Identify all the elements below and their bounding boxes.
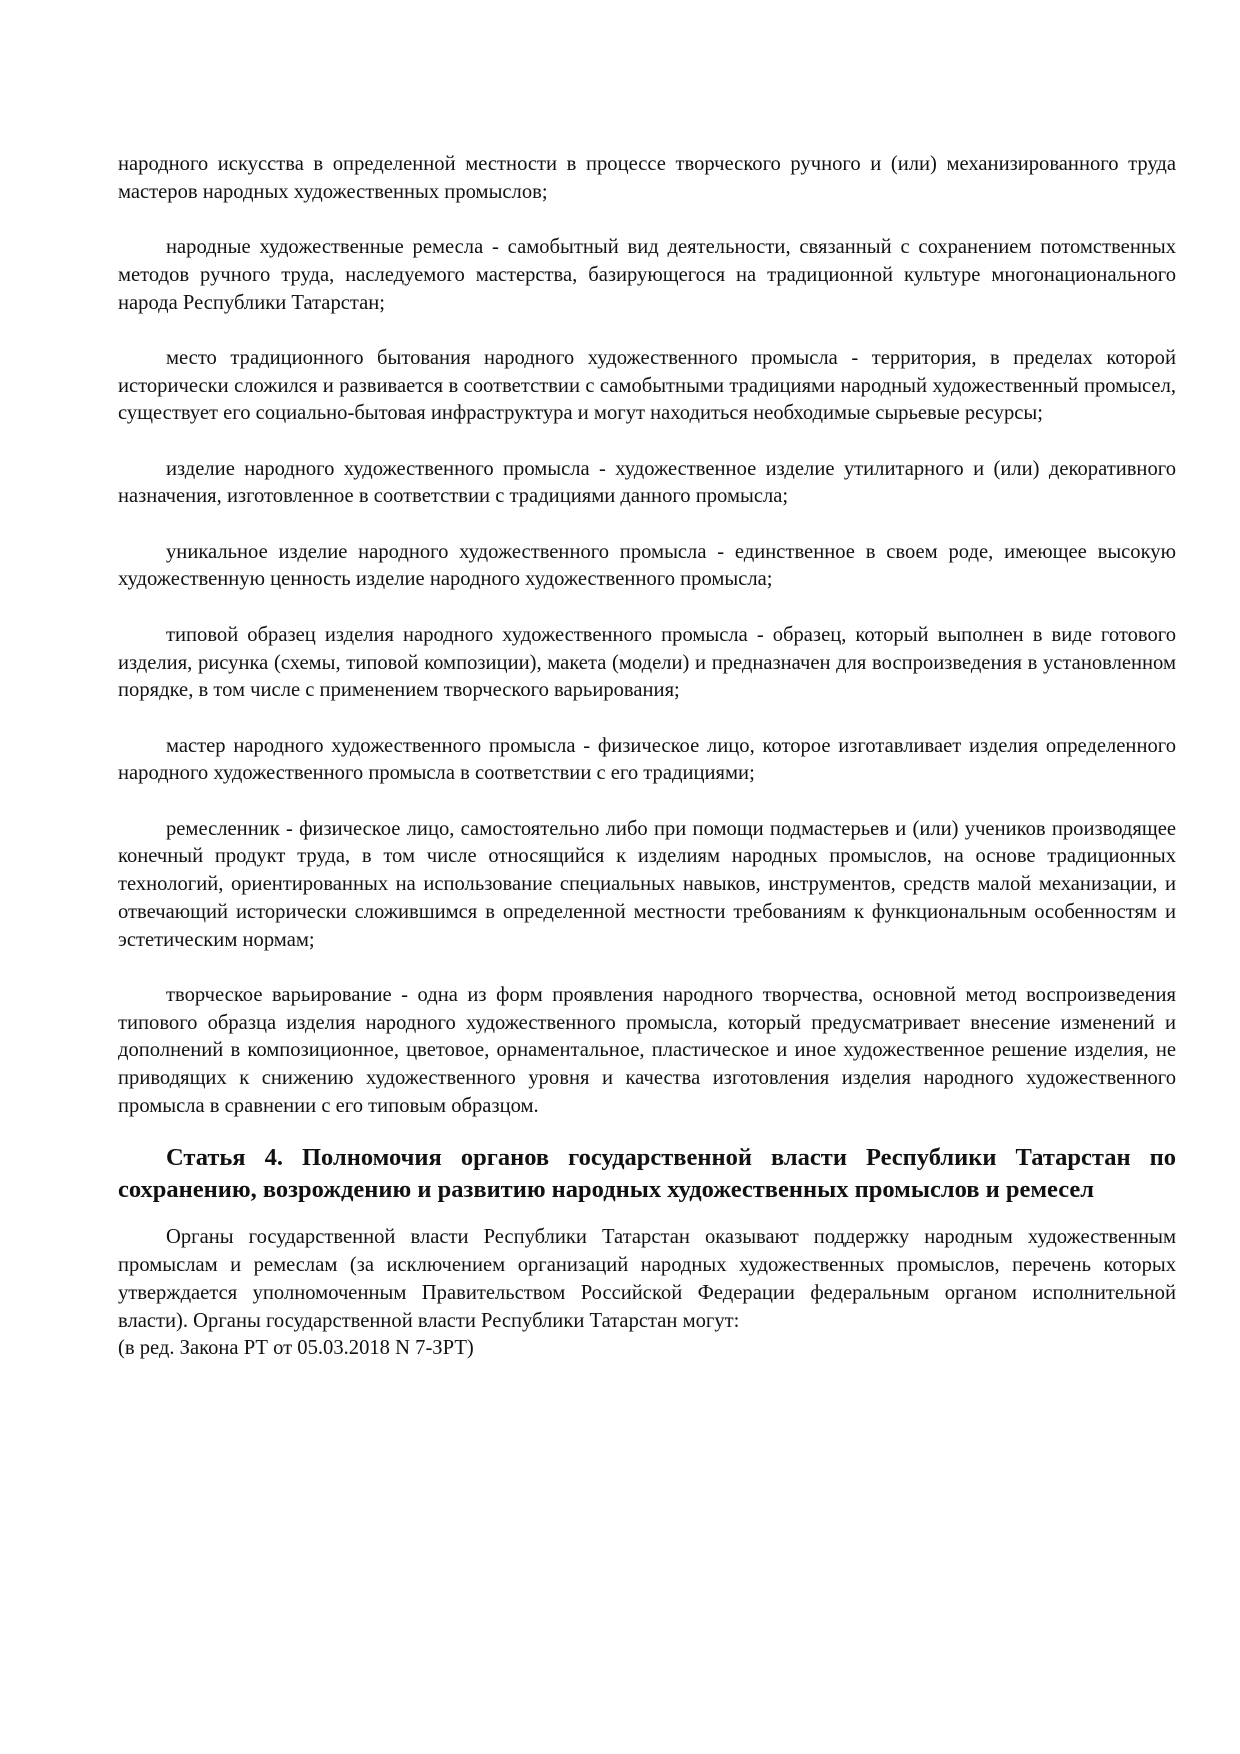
amendment-note: (в ред. Закона РТ от 05.03.2018 N 7-ЗРТ): [118, 1337, 474, 1360]
definition-paragraph: место традиционного бытования народного художественного промысла - территория, в пределах которой исторически сложился и развивается в соответствии с самобытными традициями народный художественный промысел, существует его социально-бытовая инфраструктура и могут находиться необходимые сырьевые ресурсы;: [118, 346, 1176, 425]
definition-paragraph: творческое варьирование - одна из форм проявления народного творчества, основной метод воспроизведения типового образца изделия народного художественного промысла, который предусматривает внесение изменений и дополнений в композиционное, цветовое, орнаментальное, пластическое и иное художественное решение изделия, не приводящих к снижению художественного уровня и качества изготовления изделия народного художественного промысла в сравнении с его типовым образцом.: [118, 983, 1176, 1117]
definition-paragraph: народного искусства в определенной местности в процессе творческого ручного и (или) механизированного труда мастеров народных художественных промыслов;: [118, 153, 1176, 203]
definition-paragraph: типовой образец изделия народного художественного промысла - образец, который выполнен в виде готового изделия, рисунка (схемы, типовой композиции), макета (модели) и предназначен для воспроизведения в установленном порядке, в том числе с применением творческого варьирования;: [118, 623, 1176, 702]
definition-paragraph: мастер народного художественного промысла - физическое лицо, которое изготавливает изделия определенного народного художественного промысла в соответствии с его традициями;: [118, 734, 1176, 785]
document-page: [118, 151, 1176, 1363]
definition-paragraph: изделие народного художественного промысла - художественное изделие утилитарного и (или) декоративного назначения, изготовленное в соответствии с традициями данного промысла;: [118, 457, 1176, 508]
definition-paragraph: ремесленник - физическое лицо, самостоятельно либо при помощи подмастерьев и (или) учеников производящее конечный продукт труда, в том числе относящийся к изделиям народных промыслов, на основе традиционных технологий, ориентированных на использование специальных навыков, инструментов, средств малой механизации, и отвечающий исторически сложившимся в определенной местности требованиям к функциональным особенностям и эстетическим нормам;: [118, 817, 1176, 951]
article-heading: Статья 4. Полномочия органов государственной власти Республики Татарстан по сохранению, возрождению и развитию народных художественных промыслов и ремесел: [118, 1144, 1176, 1204]
definition-paragraph: уникальное изделие народного художественного промысла - единственное в своем роде, имеющее высокую художественную ценность изделие народного художественного промысла;: [118, 540, 1176, 591]
definition-paragraph: народные художественные ремесла - самобытный вид деятельности, связанный с сохранением потомственных методов ручного труда, наследуемого мастерства, базирующегося на традиционной культуре многонационального народа Республики Татарстан;: [118, 236, 1176, 314]
article-body: Органы государственной власти Республики Татарстан оказывают поддержку народным художественным промыслам и ремеслам (за исключением организаций народных художественных промыслов, перечень которых утверждается уполномоченным Правительством Российской Федерации федеральным органом исполнительной власти). Органы государственной власти Республики Татарстан могут:: [118, 1226, 1176, 1332]
